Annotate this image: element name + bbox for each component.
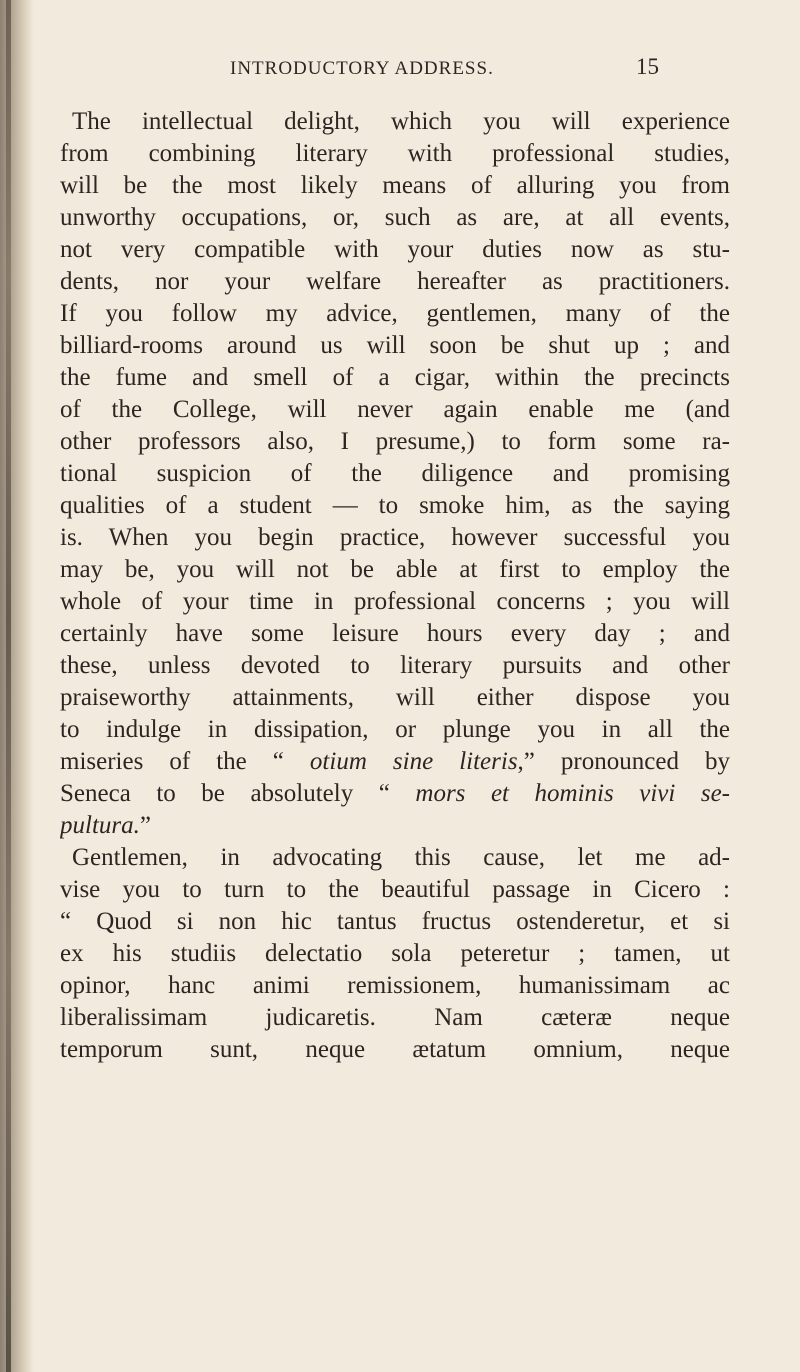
text-line: of the College, will never again enable me (and: [60, 396, 730, 423]
text-line: praiseworthy attainments, will either dispose you: [60, 684, 730, 711]
text-line: from combining literary with professional studies,: [60, 140, 730, 167]
text-line: “ Quod si non hic tantus fructus ostenderetur, et si: [60, 908, 730, 935]
book-spine-shadow: [0, 0, 34, 1372]
text-line: to indulge in dissipation, or plunge you in all the: [60, 716, 730, 743]
text-line: If you follow my advice, gentlemen, many of the: [60, 300, 730, 327]
text-line: billiard-rooms around us will soon be shut up ; and: [60, 332, 730, 359]
text-line: these, unless devoted to literary pursuits and other: [60, 652, 730, 679]
book-spine-binding: [6, 0, 11, 1372]
text-line: certainly have some leisure hours every day ; and: [60, 620, 730, 647]
text-line: The intellectual delight, which you will experience: [72, 108, 730, 135]
italic-quote: pultura.: [60, 812, 140, 839]
text-line: may be, you will not be able at first to employ the: [60, 556, 730, 583]
text-line: the fume and smell of a cigar, within the precincts: [60, 364, 730, 391]
text-line: pultura.”: [60, 812, 151, 839]
text-line: vise you to turn to the beautiful passage in Cicero :: [60, 876, 730, 903]
text-line: not very compatible with your duties now as stu-: [60, 236, 730, 263]
running-head: INTRODUCTORY ADDRESS.: [230, 58, 494, 79]
text-line: liberalissimam judicaretis. Nam cæteræ neque: [60, 1004, 730, 1031]
text-line: tional suspicion of the diligence and promising: [60, 460, 730, 487]
italic-quote: mors et hominis vivi se-: [415, 780, 730, 807]
italic-quote: otium sine literis: [309, 748, 518, 775]
text-line: is. When you begin practice, however successful you: [60, 524, 730, 551]
text-line: opinor, hanc animi remissionem, humanissimam ac: [60, 972, 730, 999]
text-line: will be the most likely means of alluring you from: [60, 172, 730, 199]
text-line: miseries of the “ otium sine literis,” pronounced by: [60, 748, 730, 775]
text-body: [60, 106, 730, 1066]
text-line: ex his studiis delectatio sola peteretur ; tamen, ut: [60, 940, 730, 967]
text-line: temporum sunt, neque ætatum omnium, neque: [60, 1036, 730, 1063]
text-line: whole of your time in professional concerns ; you will: [60, 588, 730, 615]
text-line: qualities of a student — to smoke him, as the saying: [60, 492, 730, 519]
text-line: other professors also, I presume,) to form some ra-: [60, 428, 730, 455]
page-number: 15: [636, 54, 659, 79]
text-line: unworthy occupations, or, such as are, at all events,: [60, 204, 730, 231]
text-line: Seneca to be absolutely “ mors et hominis vivi se-: [60, 780, 730, 807]
text-line: Gentlemen, in advocating this cause, let me ad-: [72, 844, 730, 871]
page-header: [230, 54, 730, 84]
text-line: dents, nor your welfare hereafter as practitioners.: [60, 268, 730, 295]
